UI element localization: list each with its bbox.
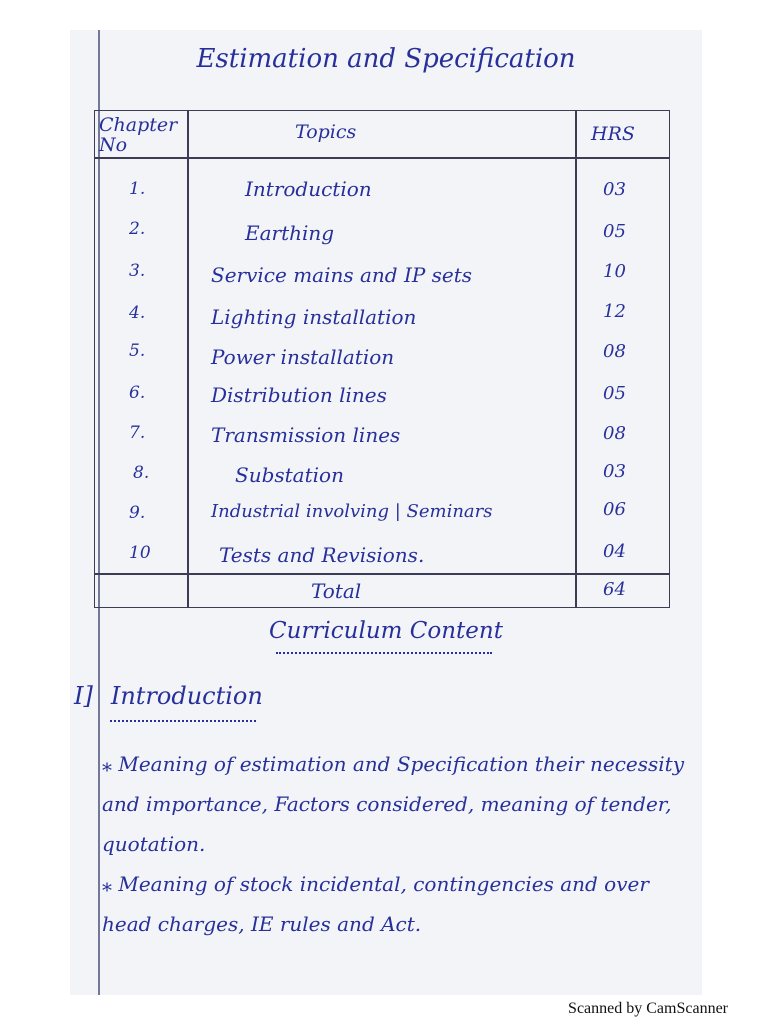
section-underline <box>110 714 256 722</box>
notebook-page <box>70 30 702 995</box>
hrs-cell: 08 <box>603 423 626 444</box>
header-topics: Topics <box>295 121 357 143</box>
topic-cell: Service mains and IP sets <box>211 263 473 287</box>
topic-cell: Power installation <box>211 345 395 369</box>
total-value: 64 <box>603 579 626 600</box>
header-chapter: Chapter No <box>99 114 178 156</box>
section-heading <box>74 682 263 710</box>
chapter-number: 4. <box>129 303 146 323</box>
column-divider <box>187 111 189 607</box>
topic-cell: Substation <box>235 463 344 487</box>
header-hrs: HRS <box>591 123 635 145</box>
topic-cell: Industrial involving | Seminars <box>211 501 493 522</box>
chapter-number: 7. <box>129 423 146 443</box>
topic-cell: Introduction <box>245 177 372 201</box>
curriculum-heading: Curriculum Content <box>269 618 503 644</box>
scanner-watermark: Scanned by CamScanner <box>568 1000 728 1017</box>
syllabus-table <box>94 110 670 608</box>
hrs-cell: 04 <box>603 541 626 562</box>
hrs-cell: 10 <box>603 261 626 282</box>
total-label: Total <box>311 579 362 603</box>
hrs-cell: 03 <box>603 461 626 482</box>
hrs-cell: 06 <box>603 499 626 520</box>
bullet-item: ⁎ Meaning of stock incidental, contingencies and over head charges, IE rules and Act. <box>102 872 649 936</box>
topic-cell: Transmission lines <box>211 423 401 447</box>
chapter-number: 9. <box>129 503 146 523</box>
section-index: I] <box>74 682 93 710</box>
hrs-cell: 08 <box>603 341 626 362</box>
chapter-number: 3. <box>129 261 146 281</box>
chapter-number: 8. <box>133 463 150 483</box>
hrs-cell: 03 <box>603 179 626 200</box>
total-divider <box>95 573 669 575</box>
hrs-cell: 05 <box>603 221 626 242</box>
topic-cell: Lighting installation <box>211 305 417 329</box>
hrs-cell: 05 <box>603 383 626 404</box>
bullet-item: ⁎ Meaning of estimation and Specification their necessity and importance, Factors considered, meaning of tender, quotation. <box>102 752 685 856</box>
chapter-number: 5. <box>129 341 146 361</box>
chapter-number: 6. <box>129 383 146 403</box>
page-title: Estimation and Specification <box>196 44 576 74</box>
heading-underline <box>276 646 492 654</box>
header-divider <box>95 157 669 159</box>
chapter-number: 1. <box>129 179 146 199</box>
topic-cell: Earthing <box>245 221 335 245</box>
chapter-number: 2. <box>129 219 146 239</box>
topic-cell: Distribution lines <box>211 383 387 407</box>
column-divider <box>575 111 577 607</box>
chapter-number: 10 <box>129 543 151 563</box>
hrs-cell: 12 <box>603 301 626 322</box>
topic-cell: Tests and Revisions. <box>219 543 425 567</box>
section-title: Introduction <box>110 682 263 710</box>
